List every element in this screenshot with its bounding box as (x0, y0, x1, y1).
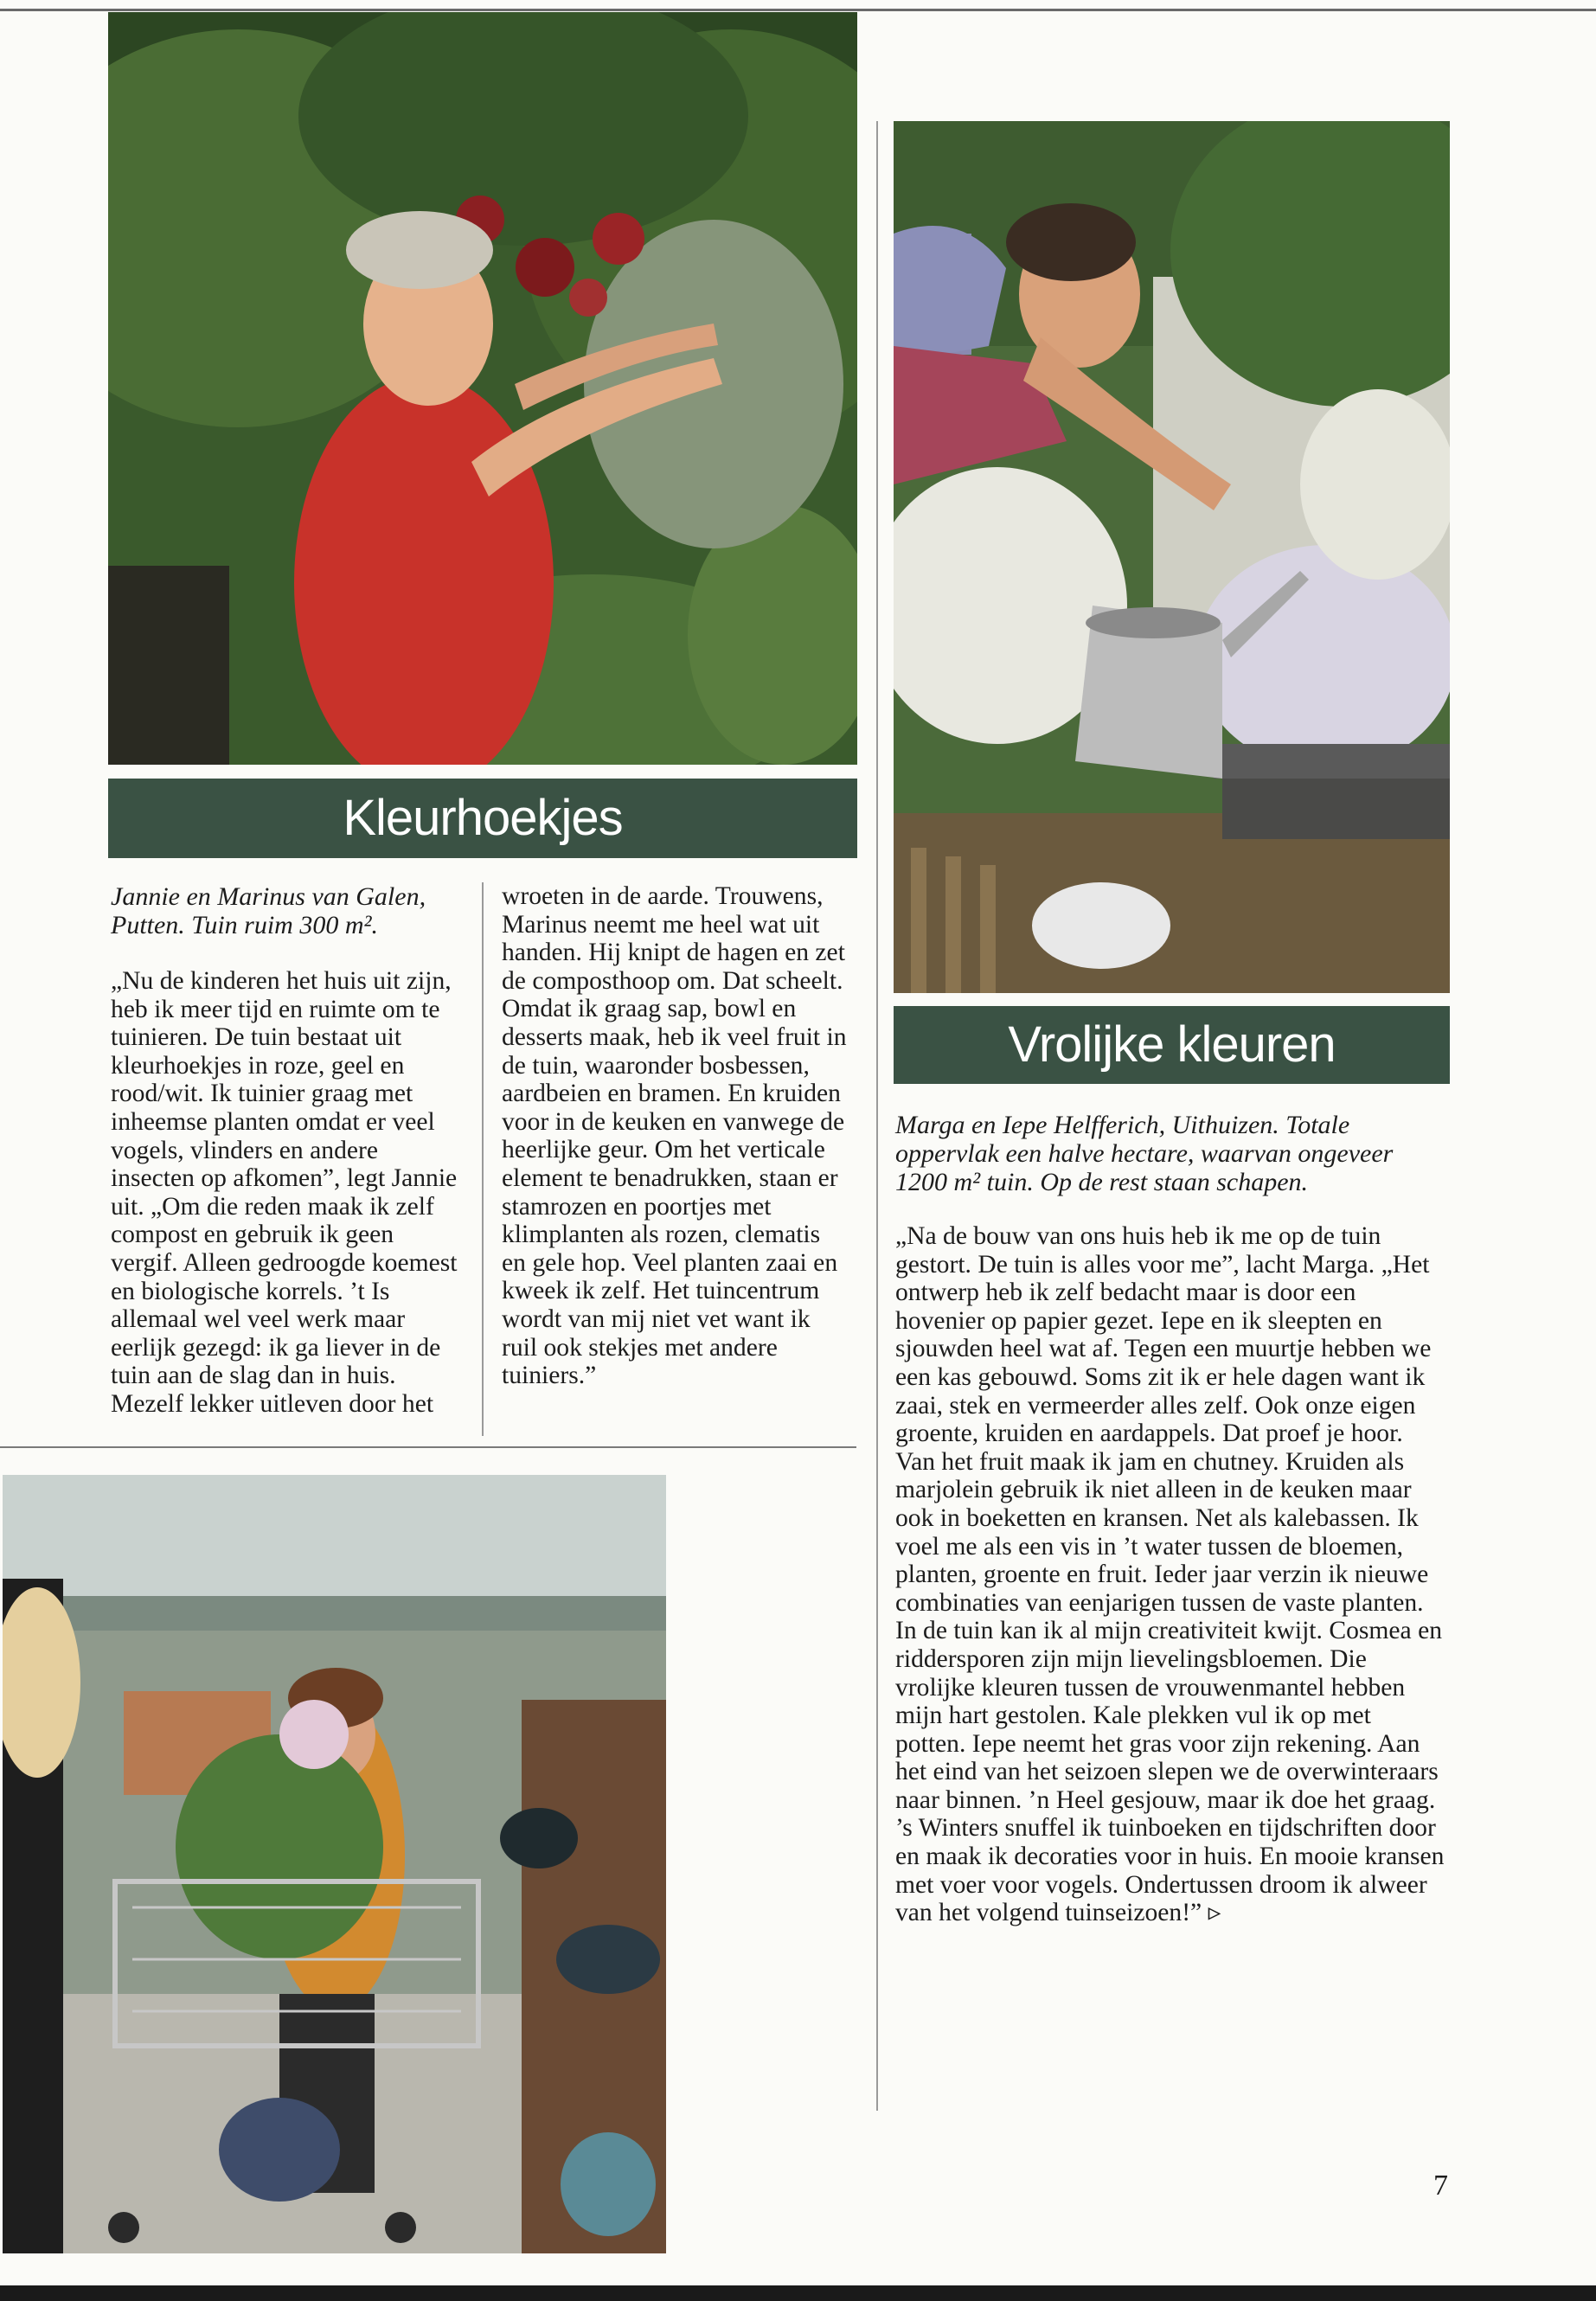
left-column-2 (502, 882, 848, 1390)
heading-vrolijke-kleuren-text: Vrolijke kleuren (1008, 1016, 1336, 1073)
left-column-1-text: „Nu de kinderen het huis uit zijn, heb ik meer tijd en ruimte om te tuinieren. De tuin bestaat uit kleurhoekjes in roze, geel en rood/wit. Ik tuinier graag met inheemse planten omdat er veel vogels, vlinders en andere insecten op afkomen”, legt Jannie uit. „Om die reden maak ik zelf compost en gebruik ik geen vergif. Alleen gedroogde koemest en biologische korrels. ’t Is allemaal wel veel werk maar eerlijk gezegd: ik ga liever in de tuin aan de slag dan in huis. Mezelf lekker uitleven door het (111, 967, 458, 1418)
left-column-1 (111, 967, 465, 1419)
page-number: 7 (1433, 2170, 1448, 2202)
photo-watering-can (894, 121, 1450, 993)
heading-vrolijke-kleuren (894, 1006, 1450, 1084)
right-column-body-text: „Na de bouw van ons huis heb ik me op de tuin gestort. De tuin is alles voor me”, lacht Marga. „Het ontwerp heb ik zelf bedacht maar is door een hovenier op papier gezet. Iepe en ik sleepten en sjouwden heel wat af. Tegen een muurtje hebben we een kas gebouwd. Soms zit ik er hele dagen want ik zaai, stek en vermeerder alles zelf. Ook onze eigen groente, kruiden en aardappels. Dat proef je hoor. Van het fruit maak ik jam en chutney. Kruiden als marjolein gebruik ik niet alleen in de keuken maar ook in boeketten en kransen. Net als kalebassen. Ik voel me als een vis in ’t water tussen de bloemen, planten, groente en fruit. Ieder jaar verzin ik nieuwe combinaties van eenjarigen tussen de vaste planten. In de tuin kan ik al mijn creativiteit kwijt. Cosmea en riddersporen zijn mijn lievelingsbloemen. Die vrolijke kleuren tussen de vrouwenmantel hebben mijn hart gestolen. Kale plekken vul ik op met potten. Iepe neemt het gras voor zijn rekening. Aan het eind van het seizoen slepen we de overwinteraars naar binnen. ’n Heel gesjouw, maar ik doe het graag. ’s Winters snuffel ik tuinboeken en tijdschriften door en maak ik decoraties voor in huis. En mooie kransen met voer voor vogels. Ondertussen droom ik alweer van het volgend tuinseizoen!” ▹ (895, 1222, 1445, 1927)
right-column-body (895, 1222, 1445, 1927)
horizontal-divider (0, 1446, 856, 1448)
top-rule (0, 9, 1596, 11)
heading-kleurhoekjes-text: Kleurhoekjes (343, 790, 623, 846)
intro-left: Jannie en Marinus van Galen, Putten. Tuin ruim 300 m². (111, 882, 426, 939)
left-column-2-text: wroeten in de aarde. Trouwens, Marinus neemt me heel wat uit handen. Hij knipt de hagen en zet de composthoop om. Dat scheelt. Omdat ik graag sap, bowl en desserts maak, heb ik veel fruit in de tuin, waaronder bosbessen, aardbeien en bramen. En kruiden voor in de keuken en vanwege de heerlijke geur. Om het verticale element te benadrukken, staan er stamrozen en poortjes met klimplanten als rozen, clematis en gele hop. Veel planten zaai en kweek ik zelf. Het tuincentrum wordt van mij niet vet want ik ruil ook stekjes met andere tuiniers.” (502, 882, 847, 1390)
photo-rose-pruning (108, 12, 857, 765)
heading-kleurhoekjes (108, 779, 857, 858)
photo-garden-centre (3, 1475, 666, 2253)
column-divider-right (876, 121, 878, 2111)
bottom-band (0, 2285, 1596, 2301)
intro-right: Marga en Iepe Helfferich, Uithuizen. Totale oppervlak een halve hectare, waarvan ongeveer 1200 m² tuin. Op de rest staan schapen. (895, 1111, 1394, 1196)
column-divider-left (482, 882, 484, 1436)
